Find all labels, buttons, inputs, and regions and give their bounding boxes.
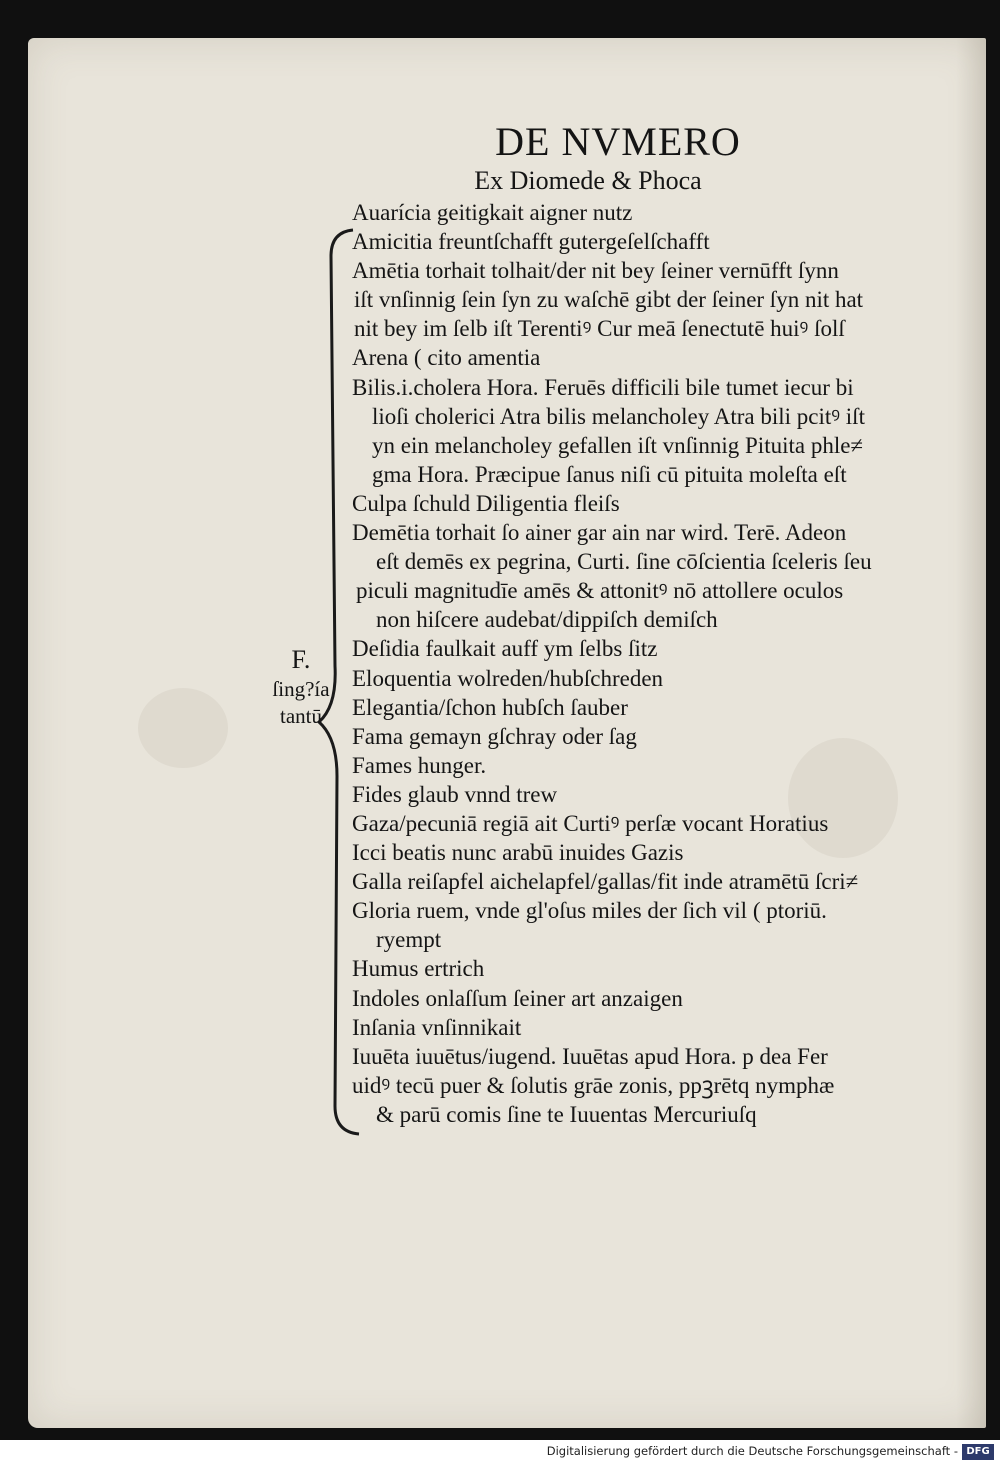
page-subheading: Ex Diomede & Phoca [474,166,702,195]
glossary-entry: Gloria ruem, vnde gl'oſus miles der ſich vil ( ptoriū. [352,898,827,924]
glossary-entry: Fides glaub vnnd trew [352,781,558,807]
glossary-entry: ryempt [376,927,442,953]
margin-note-line: tantū [280,704,322,728]
glossary-entry: Auarícia geitigkait aigner nutz [352,200,633,225]
glossary-entry: Fames hunger. [352,752,487,778]
glossary-entry: uidꝰ tecū puer & ſolutis grāe zonis, ppꝫrētq nymphæ [352,1072,835,1098]
glossary-entry: Iuuēta iuuētus/iugend. Iuuētas apud Hora. p dea Fer [352,1043,828,1069]
glossary-entry: Eloquentia wolreden/hubſchreden [352,665,664,691]
page-heading: DE NVMERO [495,119,741,164]
footer-bar [0,1440,1000,1465]
glossary-entry: eſt demēs ex pegrina, Curti. ſine cōſcientia ſceleris ſeu [376,549,872,575]
glossary-entry: & parū comis ſine te Iuuentas Mercuriuſq [376,1101,757,1127]
glossary-entry: Arena ( cito amentia [352,345,541,371]
glossary-entry: iſt vnſinnig ſein ſyn zu waſchē gibt der ſeiner ſyn nit hat [354,287,864,313]
glossary-entry: nit bey im ſelb iſt Terentiꝰ Cur meā ſenectutē huiꝰ ſolſ [354,316,845,342]
book-page [28,38,986,1428]
glossary-entry: gma Hora. Præcipue ſanus niſi cū pituita moleſta eſt [372,461,847,487]
glossary-entry: Culpa ſchuld Diligentia fleiſs [352,490,620,516]
glossary-list [352,198,962,1129]
glossary-entry: lioſi cholerici Atra bilis melancholey Atra bili pcitꝰ iſt [372,403,865,429]
glossary-entry: Amicitia freuntſchafft gutergeſelſchafft [352,229,710,255]
glossary-entry: yn ein melancholey gefallen iſt vnſinnig Pituita phle≠ [372,432,864,458]
margin-note-line: F. [291,645,311,674]
glossary-entry: Demētia torhait ſo ainer gar ain nar wird. Terē. Adeon [352,520,847,546]
glossary-entry: Galla reiſapfel aichelapfel/gallas/fit inde atramētū ſcri≠ [352,869,859,895]
funding-notice: Digitalisierung gefördert durch die Deutsche Forschungsgemeinschaft - [546,1444,958,1458]
glossary-entry: non hiſcere audebat/dippiſch demiſch [376,607,718,633]
glossary-entry: Humus ertrich [352,956,485,982]
glossary-entry: Fama gemayn gſchray oder ſag [352,723,637,749]
glossary-entry: Elegantia/ſchon hubſch ſauber [352,694,628,720]
paper-stain [138,688,228,768]
margin-note-line: ſing?ía [272,677,330,701]
glossary-entry: Deſidia faulkait auff ym ſelbs ſitz [352,636,658,662]
glossary-entry: Gaza/pecuniā regiā ait Curtiꝰ perſæ vocant Horatius [352,810,829,836]
glossary-entry: Inſania vnſinnikait [352,1014,522,1040]
glossary-entry: Icci beatis nunc arabū inuides Gazis [352,840,684,866]
glossary-entry: Indoles onlaſſum ſeiner art anzaigen [352,985,683,1011]
glossary-entry: Amētia torhait tolhait/der nit bey ſeiner vernūfft ſynn [352,258,839,284]
glossary-entry: Bilis.i.cholera Hora. Feruēs difficili bile tumet iecur bi [352,374,854,400]
margin-note [253,644,349,730]
dfg-logo: DFG [962,1444,994,1460]
glossary-entry: piculi magnitudīe amēs & attonitꝰ nō attollere oculos [356,578,844,604]
